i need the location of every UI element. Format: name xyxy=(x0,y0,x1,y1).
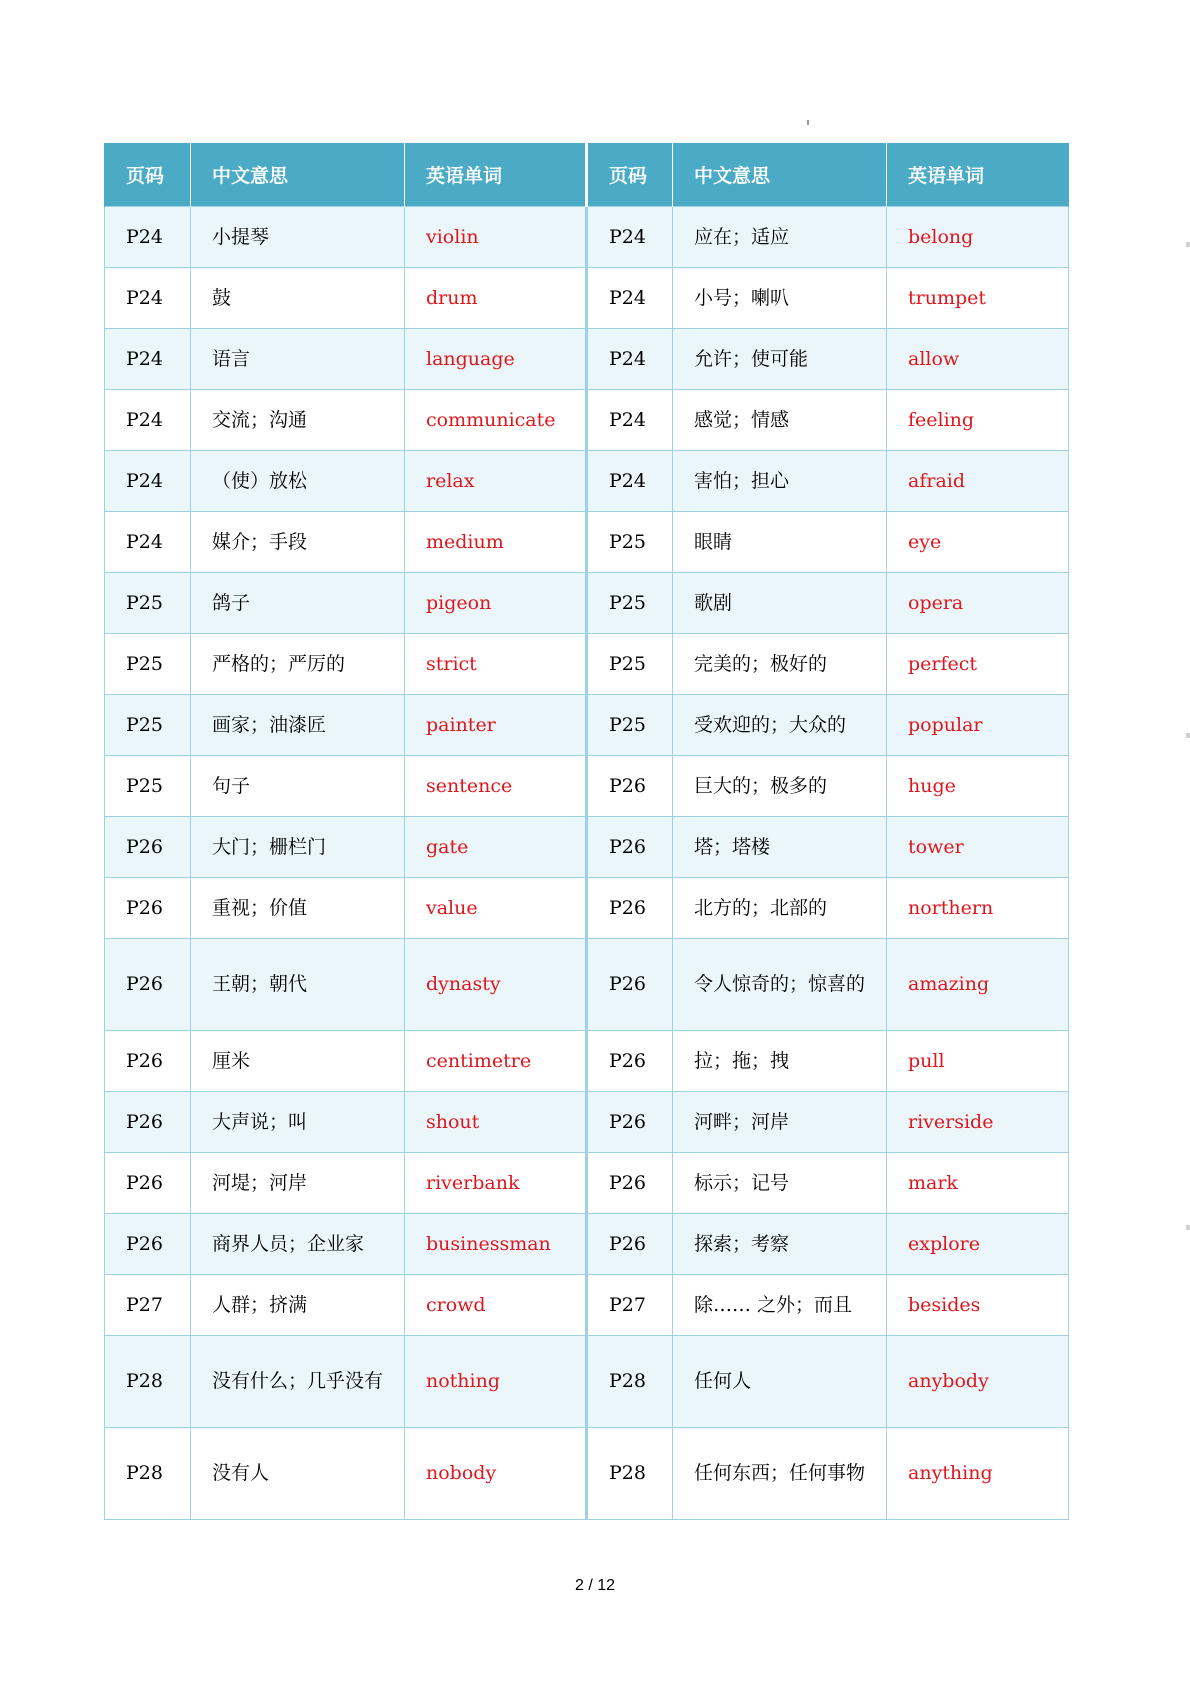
chinese-meaning-cell: 令人惊奇的；惊喜的 xyxy=(673,939,887,1031)
chinese-meaning-cell: 人群；挤满 xyxy=(191,1275,405,1336)
header-chinese: 中文意思 xyxy=(673,143,887,207)
page-cell: P26 xyxy=(105,939,191,1031)
chinese-meaning-cell: 小提琴 xyxy=(191,207,405,268)
page-cell: P27 xyxy=(587,1275,673,1336)
page-cell: P24 xyxy=(105,329,191,390)
page-cell: P26 xyxy=(105,1092,191,1153)
chinese-meaning-cell: 塔；塔楼 xyxy=(673,817,887,878)
chinese-meaning-cell: 媒介；手段 xyxy=(191,512,405,573)
chinese-meaning-cell: 没有人 xyxy=(191,1428,405,1520)
english-word-cell: violin xyxy=(405,207,587,268)
page-cell: P26 xyxy=(587,1214,673,1275)
chinese-meaning-cell: 小号；喇叭 xyxy=(673,268,887,329)
edge-mark xyxy=(1186,733,1190,738)
page-cell: P26 xyxy=(105,878,191,939)
chinese-meaning-cell: 句子 xyxy=(191,756,405,817)
table-row xyxy=(105,878,1069,939)
english-word-cell: northern xyxy=(887,878,1069,939)
page-mark xyxy=(807,120,809,125)
english-word-cell: drum xyxy=(405,268,587,329)
english-word-cell: strict xyxy=(405,634,587,695)
chinese-meaning-cell: 害怕；担心 xyxy=(673,451,887,512)
page-cell: P26 xyxy=(105,1031,191,1092)
english-word-cell: centimetre xyxy=(405,1031,587,1092)
chinese-meaning-cell: 没有什么；几乎没有 xyxy=(191,1336,405,1428)
chinese-meaning-cell: 巨大的；极多的 xyxy=(673,756,887,817)
table-row xyxy=(105,268,1069,329)
page-cell: P24 xyxy=(105,207,191,268)
english-word-cell: tower xyxy=(887,817,1069,878)
english-word-cell: afraid xyxy=(887,451,1069,512)
header-english: 英语单词 xyxy=(405,143,587,207)
page-cell: P24 xyxy=(105,512,191,573)
table-row xyxy=(105,329,1069,390)
table-row xyxy=(105,451,1069,512)
page-cell: P24 xyxy=(587,329,673,390)
english-word-cell: medium xyxy=(405,512,587,573)
chinese-meaning-cell: 语言 xyxy=(191,329,405,390)
english-word-cell: gate xyxy=(405,817,587,878)
page-cell: P26 xyxy=(587,939,673,1031)
page-cell: P28 xyxy=(105,1336,191,1428)
page-number: 2 / 12 xyxy=(574,1577,616,1594)
page-cell: P24 xyxy=(587,207,673,268)
english-word-cell: nothing xyxy=(405,1336,587,1428)
table-row xyxy=(105,939,1069,1031)
header-english: 英语单词 xyxy=(887,143,1069,207)
chinese-meaning-cell: 完美的；极好的 xyxy=(673,634,887,695)
chinese-meaning-cell: 受欢迎的；大众的 xyxy=(673,695,887,756)
english-word-cell: trumpet xyxy=(887,268,1069,329)
chinese-meaning-cell: 任何东西；任何事物 xyxy=(673,1428,887,1520)
chinese-meaning-cell: 大门；栅栏门 xyxy=(191,817,405,878)
page-cell: P26 xyxy=(587,817,673,878)
page-cell: P25 xyxy=(587,512,673,573)
page-cell: P25 xyxy=(105,695,191,756)
english-word-cell: pull xyxy=(887,1031,1069,1092)
table-row xyxy=(105,634,1069,695)
page-cell: P26 xyxy=(105,1214,191,1275)
english-word-cell: painter xyxy=(405,695,587,756)
page-cell: P26 xyxy=(587,1031,673,1092)
english-word-cell: anything xyxy=(887,1428,1069,1520)
english-word-cell: opera xyxy=(887,573,1069,634)
page-cell: P25 xyxy=(587,695,673,756)
chinese-meaning-cell: 厘米 xyxy=(191,1031,405,1092)
page-cell: P25 xyxy=(105,573,191,634)
chinese-meaning-cell: 鼓 xyxy=(191,268,405,329)
page-cell: P28 xyxy=(587,1428,673,1520)
table-row xyxy=(105,1214,1069,1275)
chinese-meaning-cell: 大声说；叫 xyxy=(191,1092,405,1153)
page-cell: P24 xyxy=(105,268,191,329)
english-word-cell: value xyxy=(405,878,587,939)
vocabulary-table xyxy=(104,143,1069,1520)
page-cell: P26 xyxy=(105,1153,191,1214)
chinese-meaning-cell: 感觉；情感 xyxy=(673,390,887,451)
english-word-cell: amazing xyxy=(887,939,1069,1031)
chinese-meaning-cell: 交流；沟通 xyxy=(191,390,405,451)
english-word-cell: riverside xyxy=(887,1092,1069,1153)
page-cell: P24 xyxy=(587,390,673,451)
header-page: 页码 xyxy=(587,143,673,207)
table-row xyxy=(105,390,1069,451)
chinese-meaning-cell: 王朝；朝代 xyxy=(191,939,405,1031)
chinese-meaning-cell: 鸽子 xyxy=(191,573,405,634)
chinese-meaning-cell: 画家；油漆匠 xyxy=(191,695,405,756)
page-cell: P24 xyxy=(587,451,673,512)
english-word-cell: popular xyxy=(887,695,1069,756)
page-cell: P24 xyxy=(587,268,673,329)
english-word-cell: eye xyxy=(887,512,1069,573)
chinese-meaning-cell: 严格的；严厉的 xyxy=(191,634,405,695)
english-word-cell: besides xyxy=(887,1275,1069,1336)
chinese-meaning-cell: （使）放松 xyxy=(191,451,405,512)
chinese-meaning-cell: 拉；拖；拽 xyxy=(673,1031,887,1092)
page-cell: P25 xyxy=(587,573,673,634)
chinese-meaning-cell: 北方的；北部的 xyxy=(673,878,887,939)
chinese-meaning-cell: 河堤；河岸 xyxy=(191,1153,405,1214)
page-cell: P24 xyxy=(105,390,191,451)
page-cell: P24 xyxy=(105,451,191,512)
english-word-cell: shout xyxy=(405,1092,587,1153)
table-body xyxy=(105,207,1069,1520)
chinese-meaning-cell: 重视；价值 xyxy=(191,878,405,939)
chinese-meaning-cell: 眼睛 xyxy=(673,512,887,573)
page-cell: P26 xyxy=(587,1153,673,1214)
page-cell: P26 xyxy=(587,756,673,817)
chinese-meaning-cell: 标示；记号 xyxy=(673,1153,887,1214)
table-row xyxy=(105,756,1069,817)
chinese-meaning-cell: 歌剧 xyxy=(673,573,887,634)
english-word-cell: allow xyxy=(887,329,1069,390)
english-word-cell: pigeon xyxy=(405,573,587,634)
table-row xyxy=(105,573,1069,634)
page-cell: P25 xyxy=(105,756,191,817)
chinese-meaning-cell: 探索；考察 xyxy=(673,1214,887,1275)
table-row xyxy=(105,1153,1069,1214)
header-page: 页码 xyxy=(105,143,191,207)
chinese-meaning-cell: 商界人员；企业家 xyxy=(191,1214,405,1275)
english-word-cell: language xyxy=(405,329,587,390)
page-cell: P26 xyxy=(105,817,191,878)
table-row xyxy=(105,1428,1069,1520)
page-cell: P28 xyxy=(105,1428,191,1520)
english-word-cell: sentence xyxy=(405,756,587,817)
english-word-cell: dynasty xyxy=(405,939,587,1031)
english-word-cell: perfect xyxy=(887,634,1069,695)
table-row xyxy=(105,817,1069,878)
english-word-cell: explore xyxy=(887,1214,1069,1275)
english-word-cell: communicate xyxy=(405,390,587,451)
english-word-cell: nobody xyxy=(405,1428,587,1520)
table-row xyxy=(105,207,1069,268)
page-cell: P26 xyxy=(587,1092,673,1153)
edge-mark xyxy=(1186,242,1190,247)
english-word-cell: mark xyxy=(887,1153,1069,1214)
table-header-row xyxy=(105,143,1069,207)
page-cell: P25 xyxy=(587,634,673,695)
table-row xyxy=(105,512,1069,573)
page-cell: P26 xyxy=(587,878,673,939)
chinese-meaning-cell: 应在；适应 xyxy=(673,207,887,268)
table-row xyxy=(105,1092,1069,1153)
english-word-cell: relax xyxy=(405,451,587,512)
header-chinese: 中文意思 xyxy=(191,143,405,207)
edge-mark xyxy=(1186,1225,1190,1230)
english-word-cell: huge xyxy=(887,756,1069,817)
table-row xyxy=(105,1336,1069,1428)
page-cell: P25 xyxy=(105,634,191,695)
english-word-cell: riverbank xyxy=(405,1153,587,1214)
english-word-cell: belong xyxy=(887,207,1069,268)
english-word-cell: anybody xyxy=(887,1336,1069,1428)
page-cell: P27 xyxy=(105,1275,191,1336)
english-word-cell: feeling xyxy=(887,390,1069,451)
chinese-meaning-cell: 允许；使可能 xyxy=(673,329,887,390)
english-word-cell: crowd xyxy=(405,1275,587,1336)
page-cell: P28 xyxy=(587,1336,673,1428)
table-row xyxy=(105,1275,1069,1336)
chinese-meaning-cell: 任何人 xyxy=(673,1336,887,1428)
chinese-meaning-cell: 河畔；河岸 xyxy=(673,1092,887,1153)
english-word-cell: businessman xyxy=(405,1214,587,1275)
table-row xyxy=(105,695,1069,756)
table-row xyxy=(105,1031,1069,1092)
chinese-meaning-cell: 除…… 之外；而且 xyxy=(673,1275,887,1336)
